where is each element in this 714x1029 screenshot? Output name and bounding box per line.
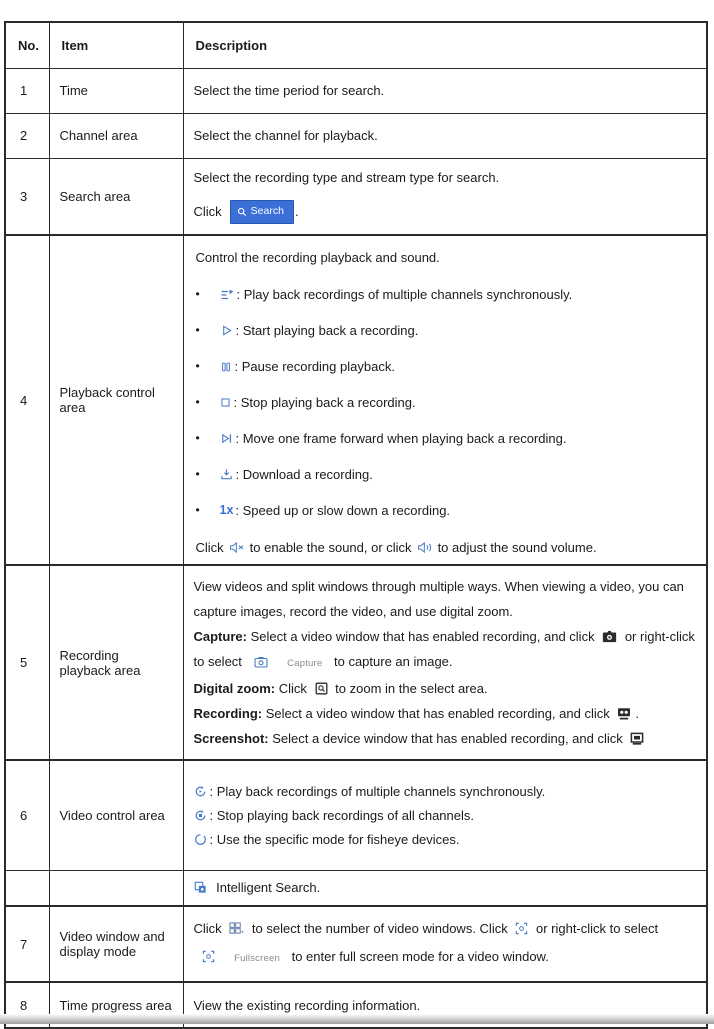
capture-menu-icon bbox=[254, 656, 268, 668]
sync-playback-icon bbox=[220, 288, 234, 302]
bullet-text: : Play back recordings of multiple channels synchronously. bbox=[236, 287, 573, 302]
table-row bbox=[5, 906, 707, 982]
row-item: Search area bbox=[49, 158, 183, 235]
bullet-text: : Move one frame forward when playing back a recording. bbox=[235, 431, 567, 446]
row-no-empty bbox=[5, 870, 49, 906]
recording-playback-intro: View videos and split windows through multiple ways. When viewing a video, you can capture images, record the video, and use digital zoom. bbox=[193, 579, 684, 619]
search-icon bbox=[237, 207, 247, 217]
capture-menu-label: Capture bbox=[287, 658, 323, 669]
speed-icon: 1x bbox=[219, 503, 234, 517]
bullet-dot: • bbox=[195, 323, 200, 337]
row-description: Select the channel for playback. bbox=[183, 113, 707, 158]
capture-icon bbox=[602, 630, 617, 643]
list-item bbox=[196, 287, 695, 302]
play-icon bbox=[220, 324, 233, 337]
list-item bbox=[196, 431, 695, 446]
row-item: Time bbox=[49, 68, 183, 113]
table-row bbox=[5, 870, 707, 906]
table-row bbox=[5, 158, 707, 235]
recording-line: Recording: Select a video window that has enabled recording, and click . bbox=[193, 706, 639, 721]
row-item: Video window and display mode bbox=[49, 906, 183, 982]
intelligent-search-icon bbox=[194, 881, 207, 894]
list-item bbox=[196, 359, 695, 374]
playback-help-table bbox=[4, 21, 708, 1029]
table-row bbox=[5, 565, 707, 760]
play-all-icon bbox=[194, 785, 207, 798]
list-item: : Play back recordings of multiple channels synchronously. bbox=[194, 784, 697, 799]
stop-all-icon bbox=[194, 809, 207, 822]
row-no: 4 bbox=[5, 235, 49, 565]
row-item: Recording playback area bbox=[49, 565, 183, 760]
screenshot-icon bbox=[630, 732, 644, 745]
sound-on-icon bbox=[417, 541, 433, 554]
playback-intro: Control the recording playback and sound. bbox=[195, 250, 440, 265]
sound-muted-icon bbox=[229, 541, 245, 554]
list-item bbox=[196, 503, 695, 518]
bullet-text: : Download a recording. bbox=[235, 467, 373, 482]
fullscreen-menu-icon bbox=[202, 950, 215, 963]
bullet-dot: • bbox=[195, 467, 200, 481]
row-item-empty bbox=[49, 870, 183, 906]
screenshot-line: Screenshot: Select a device window that has enabled recording, and click bbox=[194, 726, 697, 751]
fisheye-icon bbox=[194, 833, 207, 846]
row-item: Time progress area bbox=[49, 982, 183, 1028]
table-row bbox=[5, 113, 707, 158]
row-description bbox=[183, 235, 707, 565]
header-row bbox=[5, 22, 707, 68]
list-item bbox=[196, 395, 695, 410]
stop-icon bbox=[220, 397, 231, 408]
row-description: Click to select the number of video windows. Click or right-click to select Fullscreen to enter full screen mode for a video window. bbox=[183, 906, 707, 982]
pause-icon bbox=[220, 361, 232, 373]
row-description bbox=[183, 158, 707, 235]
row-no: 2 bbox=[5, 113, 49, 158]
row-item: Channel area bbox=[49, 113, 183, 158]
table-row bbox=[5, 760, 707, 870]
row-item: Playback control area bbox=[49, 235, 183, 565]
capture-menu-item bbox=[254, 654, 326, 669]
capture-line: Capture: Select a video window that has enabled recording, and click or right-click to select Capture to capture an image. bbox=[193, 629, 695, 669]
bullet-text: : Stop playing back a recording. bbox=[233, 395, 416, 410]
list-item: : Use the specific mode for fisheye devices. bbox=[194, 832, 697, 847]
row-no: 6 bbox=[5, 760, 49, 870]
row-description: Select the time period for search. bbox=[183, 68, 707, 113]
table-row bbox=[5, 68, 707, 113]
row-description bbox=[183, 565, 707, 760]
table-row bbox=[5, 235, 707, 565]
bullet-text: : Start playing back a recording. bbox=[235, 323, 419, 338]
fullscreen-icon bbox=[515, 922, 528, 935]
bullet-dot: • bbox=[195, 503, 200, 517]
bullet-text: : Pause recording playback. bbox=[234, 359, 395, 374]
digital-zoom-line: Digital zoom: Click to zoom in the select area. bbox=[193, 681, 488, 696]
row-item: Video control area bbox=[49, 760, 183, 870]
search-click-line: Click Search . bbox=[194, 200, 697, 224]
list-item: : Stop playing back recordings of all channels. bbox=[194, 808, 697, 823]
row-no: 5 bbox=[5, 565, 49, 760]
recording-icon bbox=[617, 707, 631, 720]
bullet-dot: • bbox=[195, 431, 200, 445]
header-description: Description bbox=[183, 22, 707, 68]
bullet-dot: • bbox=[195, 287, 200, 301]
intelligent-search-text: Intelligent Search. bbox=[216, 880, 321, 896]
digital-zoom-icon bbox=[315, 682, 328, 695]
window-grid-icon bbox=[229, 922, 244, 935]
sound-instruction-line: Click to enable the sound, or click to adjust the sound volume. bbox=[195, 540, 597, 555]
header-item: Item bbox=[49, 22, 183, 68]
search-button-label: Search bbox=[250, 205, 284, 218]
download-icon bbox=[220, 468, 233, 481]
bullet-text: : Speed up or slow down a recording. bbox=[235, 503, 451, 518]
list-item bbox=[196, 323, 695, 338]
fullscreen-menu-item bbox=[202, 949, 284, 964]
fullscreen-menu-label: Fullscreen bbox=[234, 953, 280, 964]
search-button bbox=[230, 200, 294, 224]
bullet-dot: • bbox=[195, 395, 200, 409]
row-no: 3 bbox=[5, 158, 49, 235]
row-description bbox=[183, 760, 707, 870]
row-no: 8 bbox=[5, 982, 49, 1028]
row-description: View the existing recording information. bbox=[183, 982, 707, 1028]
header-no: No. bbox=[5, 22, 49, 68]
row-no: 7 bbox=[5, 906, 49, 982]
row-description bbox=[183, 870, 707, 906]
bullet-dot: • bbox=[195, 359, 200, 373]
frame-forward-icon bbox=[220, 432, 233, 445]
list-item bbox=[196, 467, 695, 482]
search-area-text: Select the recording type and stream type for search. bbox=[193, 169, 500, 185]
row-no: 1 bbox=[5, 68, 49, 113]
page-edge-shadow bbox=[0, 1014, 714, 1024]
